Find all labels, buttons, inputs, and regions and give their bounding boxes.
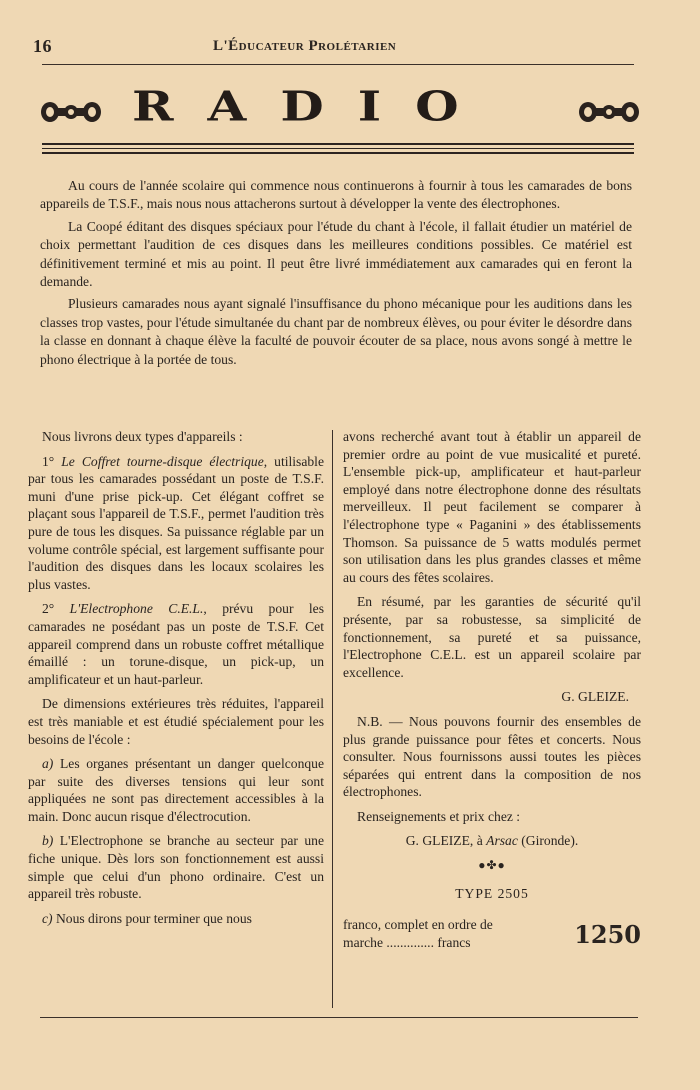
body-paragraph: Renseignements et prix chez :: [357, 808, 521, 824]
list-item: b) L'Electrophone se branche au secteur par une fiche unique. Dès lors son fonctionnement est aussi simple que celui d'un phono ordinaire. C'est un appareil très robuste.: [28, 833, 324, 902]
journal-title: L'Éducateur Prolétarien: [213, 38, 397, 54]
header-rule: [42, 64, 634, 65]
banner-rule: [42, 148, 634, 149]
body-paragraph: avons recherché avant tout à établir un appareil de premier ordre au point de vue musicalité et pureté. L'ensemble pick-up, amplificateur et haut-parleur employé dans notre électrophone donne des résultats merveilleux. Il peut facilement se comparer à l'électrophone type « Paganini » des établissements Thomson. Sa puissance de 5 watts modulés permet son utilisation dans les plus grandes classes et même au cours des fêtes scolaires.: [343, 429, 641, 585]
banner-rule: [42, 143, 634, 145]
nb-paragraph: N.B. — Nous pouvons fournir des ensembles de plus grande puissance pour fêtes et concerts. Nous consulter. Nous fournissons aussi toutes les pièces séparées qui entrent dans la composition de nos électrophones.: [343, 713, 641, 800]
body-paragraph: 2° L'Electrophone C.E.L., prévu pour les camarades ne posédant pas un poste de T.S.F. Cet appareil comprend dans un robuste coffret métallique émaillé : un torune-disque, un pick-up, un amplificateur et un haut-parleur.: [28, 601, 324, 687]
type-label: TYPE 2505: [455, 885, 529, 901]
body-paragraph: Nous livrons deux types d'appareils :: [42, 429, 243, 444]
address: G. GLEIZE, à Arsac (Gironde).: [405, 833, 579, 849]
left-column: [28, 428, 324, 934]
intro-paragraph: Plusieurs camarades nous ayant signalé l'insuffisance du phono mécanique pour les auditions dans les classes trop vastes, pour l'étude simultanée du chant par de nombreux élèves, ou pour éviter le désordre dans la classe en donnant à chaque élève la faculté de pouvoir écouter de sa place, nous avons songé à mettre le phono électrique à la portée de tous.: [40, 296, 632, 367]
list-item: c) Nous dirons pour terminer que nous: [42, 910, 252, 926]
product-name: L'Electrophone C.E.L.: [69, 601, 204, 617]
radio-title: RADIO: [132, 81, 493, 131]
scroll-ornament-icon: [40, 100, 102, 124]
price-value: 1250: [574, 920, 641, 950]
intro-paragraph: La Coopé éditant des disques spéciaux pour l'étude du chant à l'école, il fallait étudier un matériel de choix permettant l'audition de ces disques dans les meilleures conditions possibles. Ce matériel est définitivement terminé et mis au point. Il peut être livré immédiatement aux camarades qui en feront la demande.: [40, 218, 632, 290]
product-name: Le Coffret tourne-disque électrique: [61, 453, 264, 469]
list-item: a) Les organes présentant un danger quelconque par suite des diverses tensions qui leur sont appliquées ne sont pas directement accessibles à la main. Donc aucun risque d'électrocution.: [28, 756, 324, 824]
signature: G. GLEIZE.: [561, 689, 629, 705]
scroll-ornament-icon: [578, 100, 640, 124]
running-header: [33, 36, 633, 60]
column-divider: [332, 430, 333, 1008]
intro-paragraph: Au cours de l'année scolaire qui commence nous continuerons à fournir à tous les camarades de bons appareils de T.S.F., mais nous nous attacherons surtout à développer la vente des électrophones.: [40, 178, 632, 212]
right-column: [343, 428, 641, 956]
bottom-rule: [40, 1017, 638, 1018]
ornament-icon: ●✤●: [478, 858, 506, 873]
banner-rule: [42, 152, 634, 154]
page-number: 16: [33, 36, 52, 56]
radio-banner: [40, 81, 640, 136]
price-row: [343, 916, 641, 956]
body-paragraph: En résumé, par les garanties de sécurité qu'il présente, par sa robustesse, sa simplicité de fonctionnement, sa pureté et sa puissance, l'Electrophone C.E.L. est un appareil scolaire par excellence.: [343, 594, 641, 680]
body-paragraph: 1° Le Coffret tourne-disque électrique, utilisable par tous les camarades possédant un poste de T.S.F. muni d'une prise pick-up. Cet élégant coffret se plaçant sous l'appareil de T.S.F., permet l'audition très pure de tous les disques. Sa puissance réglable par un volume contrôle spécial, est largement suffisante pour l'audition des disques dans les locaux scolaires les plus vastes.: [28, 453, 324, 592]
price-description: franco, complet en ordre de marche .............. francs: [343, 917, 493, 951]
intro-section: [40, 177, 632, 373]
body-paragraph: De dimensions extérieures très réduites, l'appareil est très maniable et est étudié spécialement pour les besoins de l'école :: [28, 696, 324, 747]
